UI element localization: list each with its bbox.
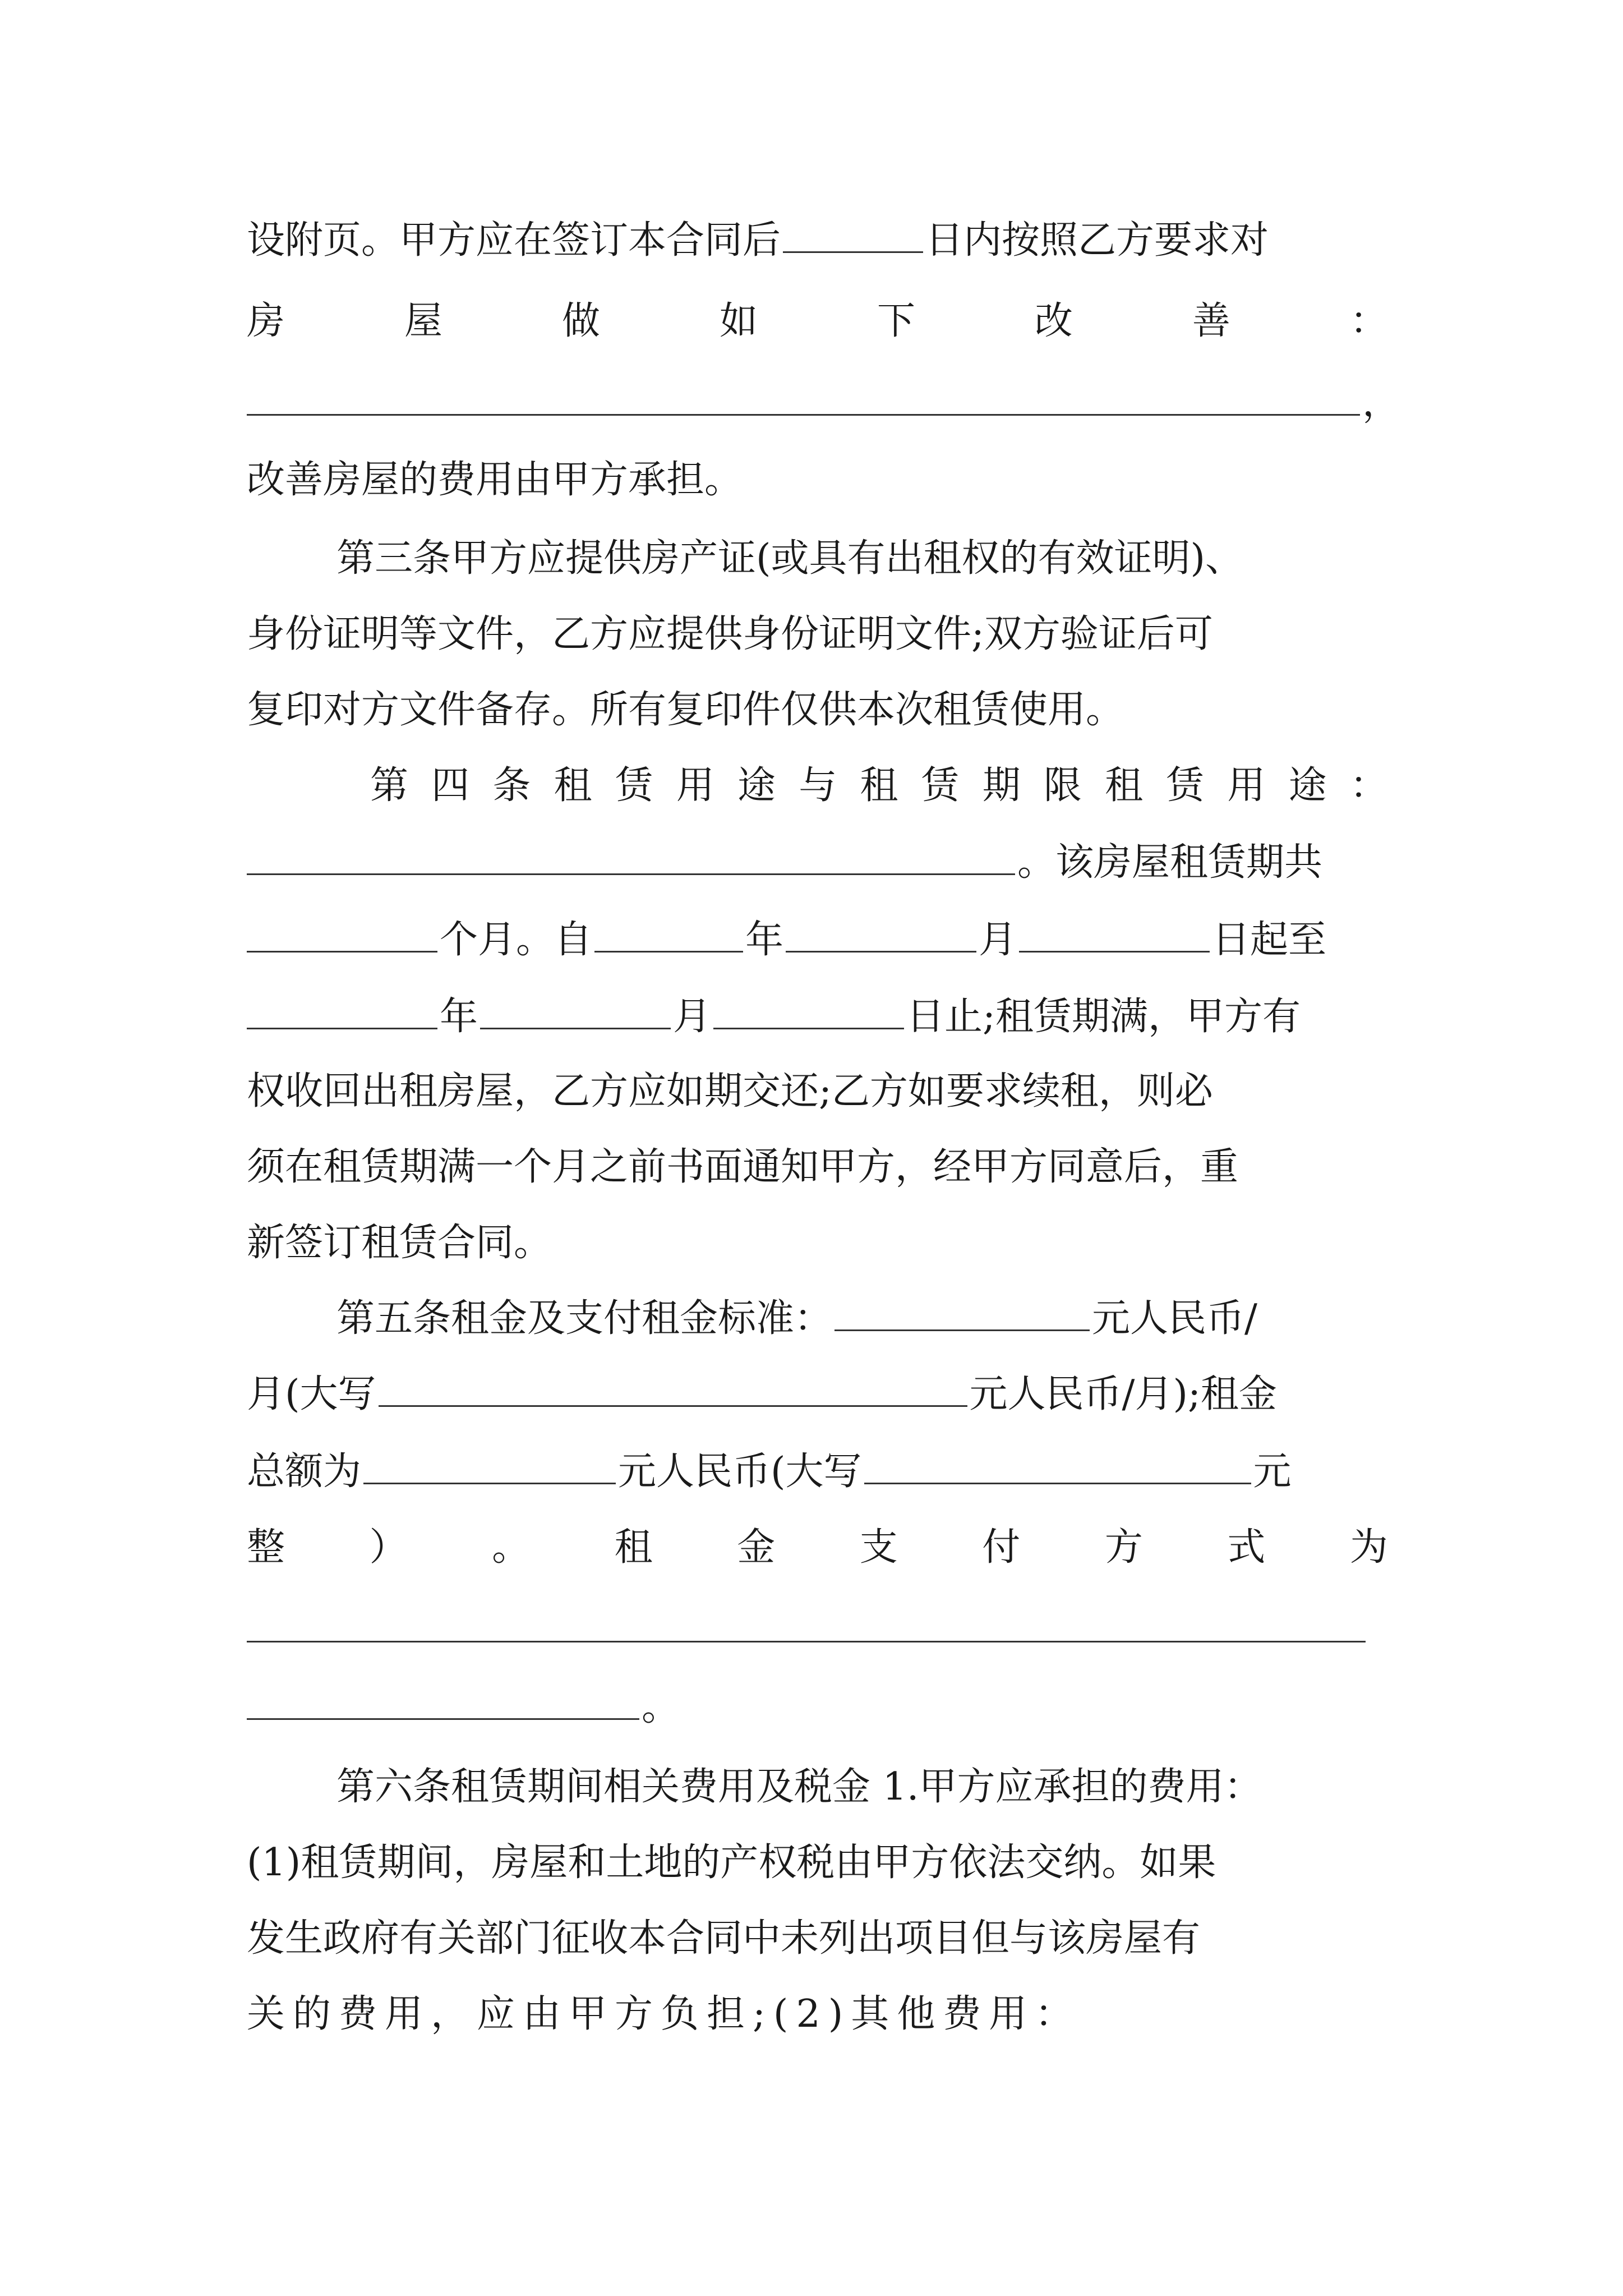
text-segment: 年 (745, 918, 784, 962)
char: 租 (1105, 763, 1144, 808)
char: 支 (859, 1525, 898, 1570)
fill-blank-days (783, 220, 923, 253)
text-segment: 。 (642, 1685, 680, 1729)
text-segment: 元人民币/月);租金 (969, 1372, 1277, 1416)
char: 式 (1227, 1525, 1266, 1570)
char: ： (1349, 299, 1388, 343)
fill-blank-rent (834, 1298, 1090, 1331)
text-line: 第六条租赁期间相关费用及税金 1.甲方应承担的费用： (336, 1765, 1262, 1809)
text-segment: 元人民币(大写 (618, 1450, 862, 1494)
fill-blank-total (363, 1451, 616, 1484)
text-segment: 个月。自 (440, 918, 593, 962)
text-segment: 日起至 (1212, 918, 1327, 962)
char: ） (369, 1525, 408, 1570)
text-segment: 元人民币/ (1092, 1296, 1257, 1341)
fill-blank-year (594, 919, 743, 953)
text-segment: 元 (1253, 1450, 1292, 1494)
text-line-justified (370, 754, 1388, 817)
char: 第 (370, 763, 409, 808)
text-line: 复印对方文件备存。所有复印件仅供本次租赁使用。 (247, 688, 1124, 732)
text-line (247, 831, 1388, 894)
text-line (247, 1441, 1388, 1503)
char: 如 (719, 299, 758, 343)
text-line: 权收回出租房屋，乙方应如期交还;乙方如要求续租，则必 (247, 1069, 1213, 1114)
text-segment: 日止;租赁期满，甲方有 (906, 995, 1301, 1039)
fill-blank-end-year (247, 996, 437, 1029)
char: 条 (492, 763, 531, 808)
char: 租 (860, 763, 898, 808)
char: 限 (1043, 763, 1082, 808)
char: ： (1349, 763, 1388, 808)
char: 途 (1288, 763, 1327, 808)
char: 房 (247, 299, 285, 343)
text-line-justified (247, 1516, 1388, 1579)
char: 付 (982, 1525, 1021, 1570)
text-line: 关的费用，应由甲方负担;(2)其他费用： (247, 1992, 1081, 2036)
char: 。 (492, 1525, 531, 1570)
text-segment: ， (1362, 381, 1401, 425)
text-line: 第三条甲方应提供房产证(或具有出租权的有效证明)、 (336, 536, 1244, 581)
text-segment: 。该房屋租赁期共 (1017, 840, 1323, 885)
char: 租 (554, 763, 592, 808)
text-line-justified (247, 290, 1388, 353)
char: 为 (1349, 1525, 1388, 1570)
text-line (247, 372, 1401, 435)
fill-blank-month (786, 919, 976, 953)
text-segment: 月 (673, 995, 712, 1039)
fill-blank-total-words (864, 1451, 1251, 1484)
char: 下 (877, 299, 915, 343)
text-line: 改善房屋的费用由甲方承担。 (247, 458, 743, 502)
text-line (247, 209, 1388, 272)
text-segment: 月(大写 (247, 1372, 376, 1416)
text-line: (1)租赁期间，房屋和土地的产权税由甲方依法交纳。如果 (247, 1841, 1216, 1885)
text-line: 发生政府有关部门征收本合同中未列出项目但与该房屋有 (247, 1916, 1201, 1961)
fill-blank-months (247, 919, 437, 953)
text-segment: 年 (440, 995, 478, 1039)
text-line (336, 1287, 1391, 1350)
text-line (247, 1363, 1388, 1426)
char: 赁 (1166, 763, 1205, 808)
text-segment: 总额为 (247, 1450, 362, 1494)
char: 整 (247, 1525, 285, 1570)
char: 屋 (404, 299, 442, 343)
char: 做 (561, 299, 600, 343)
char: 金 (737, 1525, 776, 1570)
text-segment: 第五条租金及支付租金标准： (336, 1296, 833, 1341)
char: 善 (1192, 299, 1230, 343)
text-segment: 日内按照乙方要求对 (925, 218, 1269, 263)
text-line (247, 1676, 1388, 1739)
fill-blank-day (1019, 919, 1210, 953)
text-segment: 月 (979, 918, 1017, 962)
text-line (247, 1599, 1388, 1662)
fill-blank-purpose (247, 842, 1015, 875)
char: 途 (737, 763, 776, 808)
fill-blank-end-day (713, 996, 904, 1029)
char: 期 (982, 763, 1021, 808)
char: 用 (1227, 763, 1266, 808)
fill-blank-payment-method (247, 1609, 1366, 1642)
text-line (247, 909, 1388, 972)
char: 用 (676, 763, 714, 808)
text-line: 新签订租赁合同。 (247, 1221, 552, 1265)
fill-blank-payment-method-cont (247, 1687, 639, 1720)
fill-blank-end-month (480, 996, 671, 1029)
text-line (247, 986, 1388, 1048)
text-line: 身份证明等文件，乙方应提供身份证明文件;双方验证后可 (247, 612, 1213, 656)
char: 赁 (615, 763, 653, 808)
char: 四 (431, 763, 470, 808)
char: 租 (614, 1525, 653, 1570)
fill-blank-rent-words (379, 1374, 967, 1407)
char: 改 (1034, 299, 1073, 343)
char: 赁 (921, 763, 960, 808)
fill-blank-improvements (247, 383, 1360, 416)
char: 与 (799, 763, 837, 808)
char: 方 (1104, 1525, 1143, 1570)
text-line: 须在租赁期满一个月之前书面通知甲方，经甲方同意后，重 (247, 1145, 1239, 1189)
text-segment: 设附页。甲方应在签订本合同后 (247, 218, 781, 263)
